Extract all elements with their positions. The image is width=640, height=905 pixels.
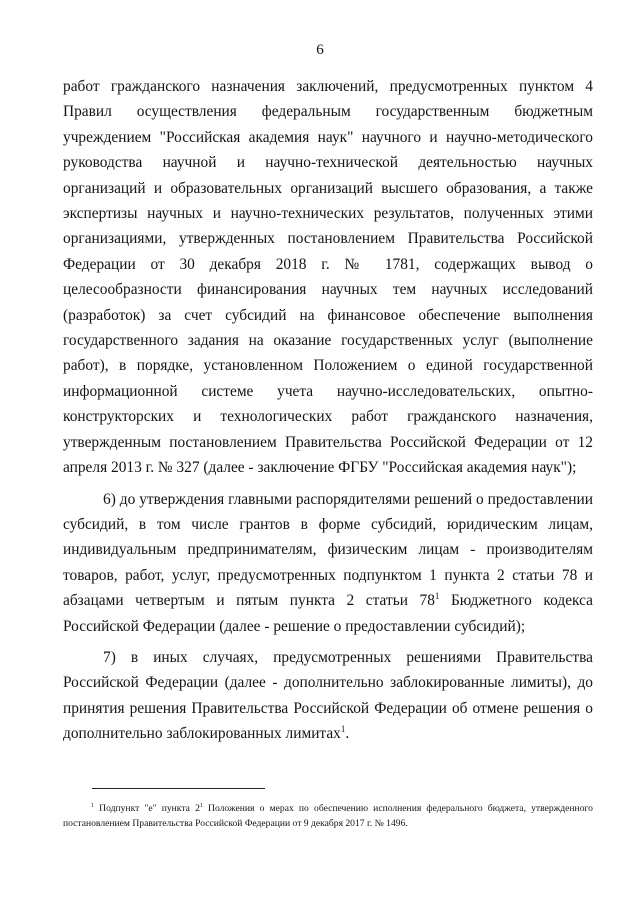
footnote-text-end: Положения о мерах по обеспечению исполнения федерального бюджета, утвержденного постановлением Правительства Российской Федерации от 9 декабря 2017 г. № 1496. [63,803,593,829]
footnote-superscript: 1 [199,803,203,809]
footnote-marker: 1 [91,803,94,809]
footnote [63,801,593,831]
item-6-text: 6) до утверждения главными распорядителями решений о предоставлении субсидий, в том числе грантов в форме субсидий, юридическим лицам, индивидуальным предпринимателям, физическим лицам - производителям товаров, работ, услуг, предусмотренных подпунктом 1 пункта 2 статьи 78 и абзацами четвертым и пятым пункта 2 статьи 78 [63,490,593,610]
item-7-tail: . [345,725,350,743]
paragraph-item-6 [63,487,593,639]
page-number: 6 [316,42,324,58]
item-7-text: 7) в иных случаях, предусмотренных решениями Правительства Российской Федерации (далее - дополнительно заблокированные лимиты), до принятия решения Правительства Российской Федерации об отмене решения о дополнительно заблокированных лимитах [63,648,593,743]
paragraph-item-7 [63,645,593,747]
document-body [63,74,593,747]
footnote-reference: 1 [340,724,346,735]
footnote-text-start: Подпункт "е" пункта 2 [94,803,200,814]
footnote-reference: 1 [434,591,440,602]
paragraph-continuation: работ гражданского назначения заключений, предусмотренных пунктом 4 Правил осуществления федеральным государственным бюджетным учреждением "Российская академия наук" научного и научно-методического руководства научной и научно-технической деятельностью научных организаций и образовательных организаций высшего образования, а также экспертизы научных и научно-технических результатов, полученных этими организациями, утвержденных постановлением Правительства Российской Федерации от 30 декабря 2018 г. № 1781, содержащих вывод о целесообразности финансирования научных тем научных исследований (разработок) за счет субсидий на финансовое обеспечение выполнения государственного задания на оказание государственных услуг (выполнение работ), в порядке, установленном Положением о единой государственной информационной системе учета научно-исследовательских, опытно-конструкторских и технологических работ гражданского назначения, утвержденным постановлением Правительства Российской Федерации от 12 апреля 2013 г. № 327 (далее - заключение ФГБУ "Российская академия наук"); [63,78,593,477]
footnote-separator [92,788,265,789]
item-6-tail: Бюджетного кодекса Российской Федерации (далее - решение о предоставлении субсидий); [63,592,593,635]
